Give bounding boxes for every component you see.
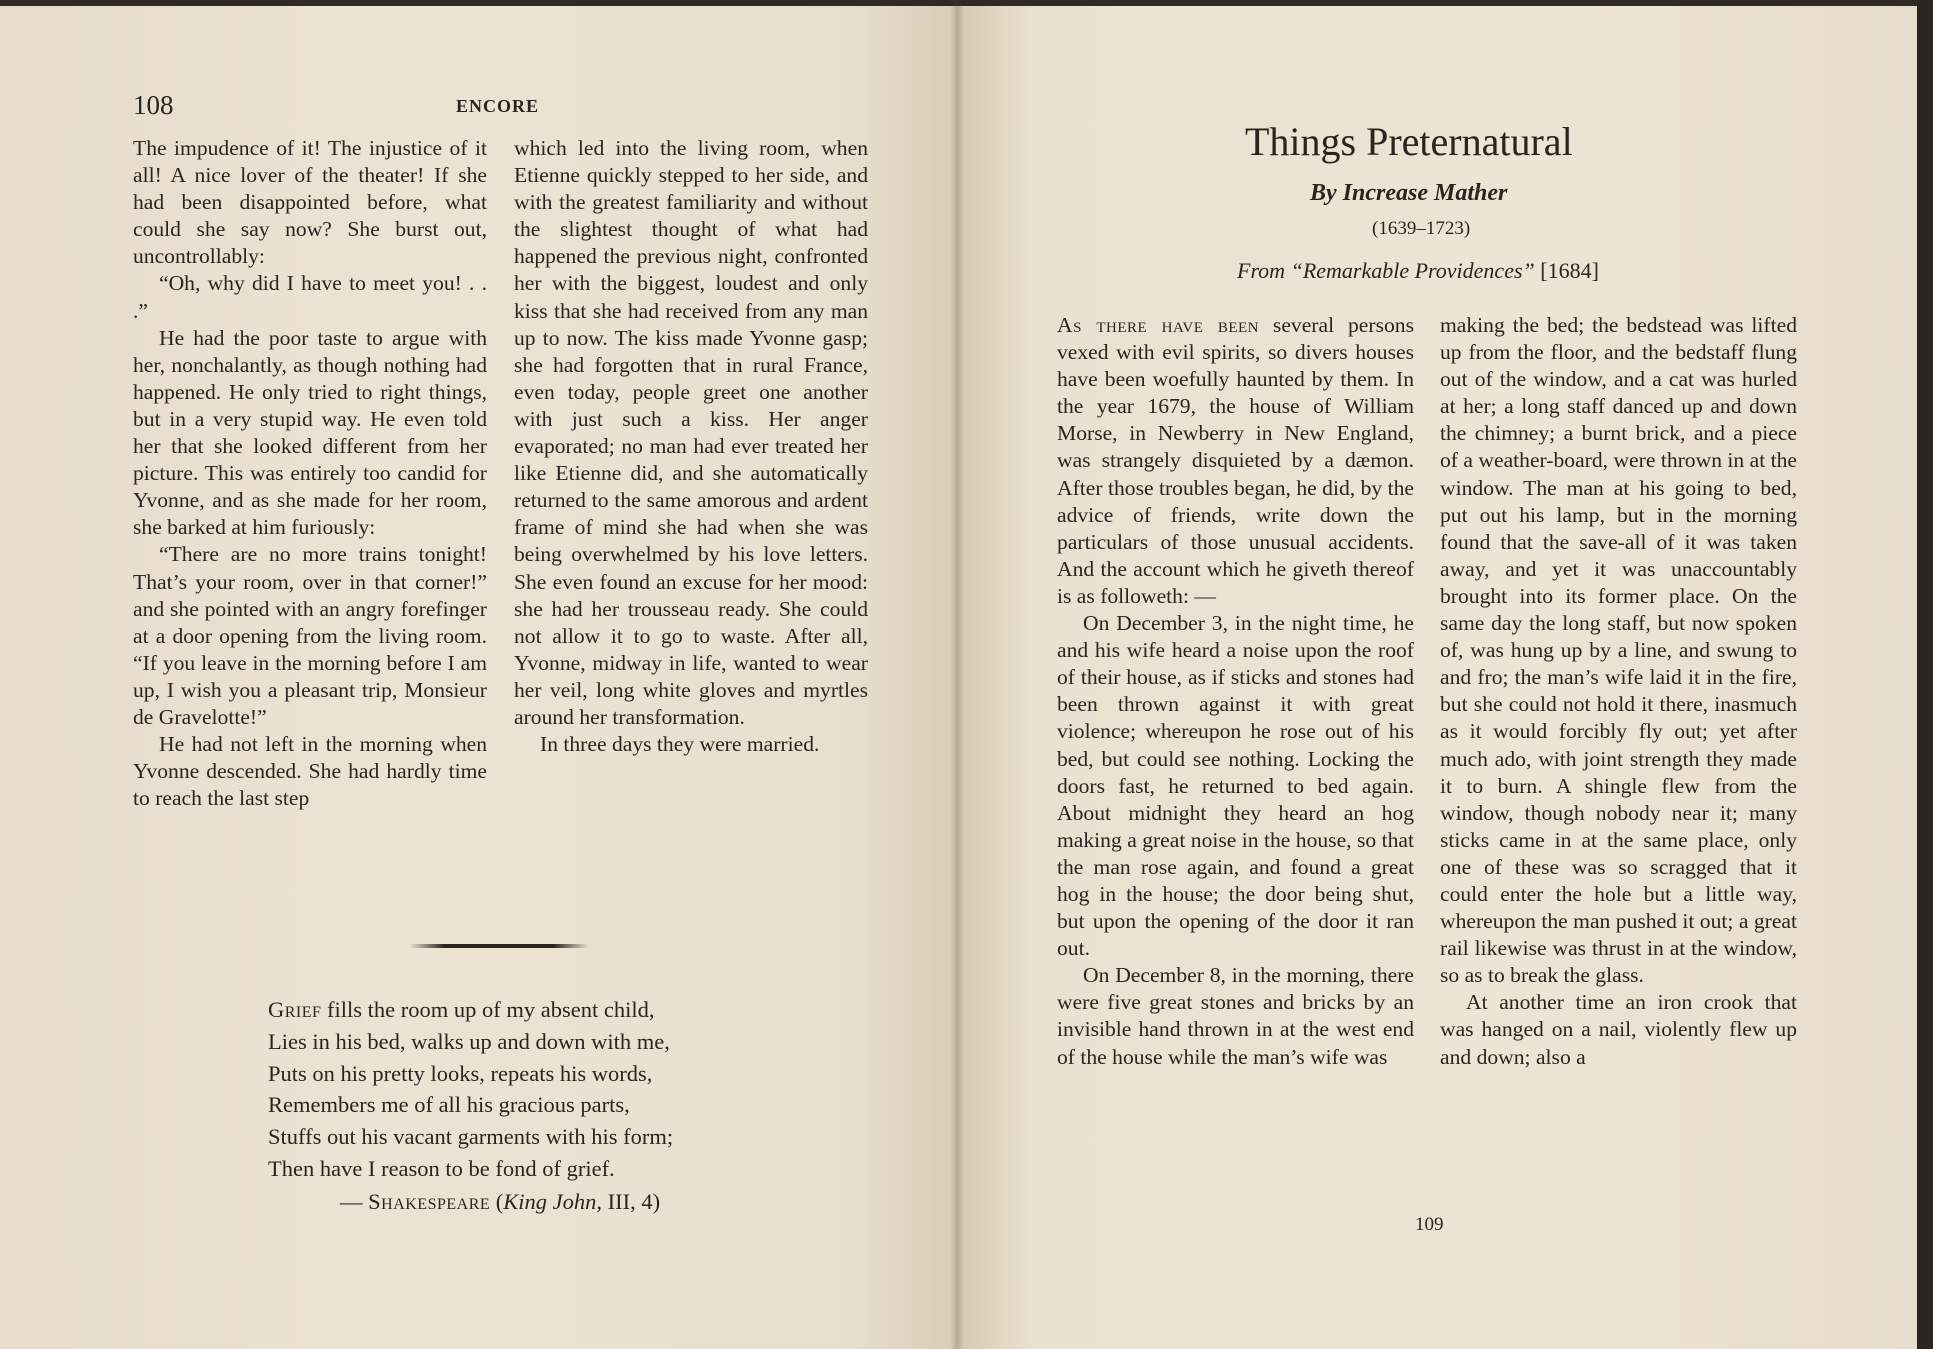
attribution-dash: —	[340, 1189, 369, 1214]
poem-line: Then have I reason to be fond of grief.	[268, 1155, 615, 1181]
running-head: ENCORE	[456, 96, 540, 116]
left-page	[0, 0, 957, 1349]
poem-line-text: fills the room up of my absent child,	[321, 997, 655, 1022]
left-column-1	[133, 135, 487, 812]
page-edge	[1917, 0, 1933, 1349]
source-prefix: From	[1237, 258, 1291, 283]
poem-line: Stuffs out his vacant garments with his form;	[268, 1124, 674, 1150]
paragraph: “There are no more trains tonight! That’s your room, over in that corner!” and she pointed with an angry forefinger at a door opening from the living room. “If you leave in the morning before I am up, I wish you a pleasant trip, Monsieur de Gravelotte!”	[133, 542, 487, 729]
paragraph: On December 8, in the morning, there were five great stones and bricks by an invisible hand thrown in at the west end of the house while the man’s wife was	[1057, 963, 1414, 1069]
paragraph: On December 3, in the night time, he and his wife heard a noise upon the roof of their house, as if sticks and stones had been thrown against it with great violence; whereupon he rose out of his bed, but could see nothing. Locking the doors fast, he returned to bed again. About midnight they heard an hog making a great noise in the house, so that the man rose again, and found a great hog in the house; the door being shut, but upon the opening of the door it ran out.	[1057, 611, 1414, 961]
article-source	[1237, 258, 1599, 284]
source-work: “Remarkable Providences”	[1290, 258, 1535, 283]
paragraph: In three days they were married.	[540, 732, 820, 757]
attribution-paren: (	[490, 1189, 504, 1214]
attribution-ref: III, 4)	[602, 1189, 661, 1214]
poem-initial-word: Grief	[268, 997, 322, 1022]
paragraph: which led into the living room, when Etienne quickly stepped to her side, and with the greatest familiarity and without the slightest thought of what had happened the previous night, confronted her with the biggest, loudest and only kiss that she had received from any man up to now. The kiss made Yvonne gasp; she had forgotten that in rural France, even today, people greet one another with just such a kiss. Her anger evaporated; no man had ever treated her like Etienne did, and she automatically returned to the same amorous and ardent frame of mind she had when she was being overwhelmed by his love letters. She even found an excuse for her mood: she had her trousseau ready. She could not allow it to go to waste. After all, Yvonne, midway in life, wanted to wear her veil, long white gloves and myrtles around her transformation.	[514, 136, 868, 729]
poem-line: Puts on his pretty looks, repeats his words,	[268, 1060, 653, 1086]
paragraph: The impudence of it! The injustice of it all! A nice lover of the theater! If she had been disappointed before, what could she say now? She burst out, uncontrollably:	[133, 136, 487, 269]
poem-line: Lies in his bed, walks up and down with me,	[268, 1028, 670, 1054]
paragraph: He had the poor taste to argue with her, nonchalantly, as though nothing had happened. He only tried to right things, but in a very stupid way. He even told her that she looked different from her picture. This was entirely too candid for Yvonne, and as she made for her room, she barked at him furiously:	[133, 325, 487, 540]
page-number-left: 108	[133, 90, 174, 120]
attribution-author: Shakespeare	[368, 1189, 491, 1214]
paragraph: making the bed; the bedstead was lifted up from the floor, and the bedstaff flung out of the window, and a cat was hurled at her; a long staff danced up and down the chimney; a burnt brick, and a piece of a weather-board, were thrown in at the window. The man at his going to bed, put out his lamp, but in the morning found that the save-all of it was taken away, and yet it was unaccountably brought into its former place. On the same day the long staff, but now spoken of, was hung up by a line, and swung to and fro; the man’s wife laid it in the fire, but she could not hold it there, inasmuch as it would forcibly fly out; yet after much ado, with joint strength they made it to burn. A shingle flew from the window, though nobody near it; many sticks came in at the same place, only one of these was so scragged that it could enter the hole but a little way, whereupon the man pushed it out; a great rail likewise was thrust in at the window, so as to break the glass.	[1440, 313, 1797, 988]
right-column-2	[1440, 312, 1797, 1071]
poem	[268, 994, 673, 1185]
lead-in: As there have been	[1057, 313, 1259, 337]
article-title: Things Preternatural	[1245, 119, 1573, 164]
paragraph	[1057, 312, 1414, 610]
article-author: By Increase Mather	[1310, 180, 1508, 206]
paragraph: He had not left in the morning when Yvonne descended. She had hardly time to reach the last step	[133, 732, 487, 811]
section-divider	[409, 944, 589, 948]
paragraph: At another time an iron crook that was hanged on a nail, violently flew up and down; also a	[1440, 990, 1797, 1069]
right-column-1	[1057, 312, 1414, 1071]
attribution-work: King John,	[503, 1189, 603, 1214]
poem-line	[268, 994, 673, 1026]
paragraph-text: several persons vexed with evil spirits, so divers houses have been woefully haunted by them. In the year 1679, the house of William Morse, in Newberry in New England, was strangely disquieted by a dæmon. After those troubles began, he did, by the advice of friends, write down the particulars of those unusual accidents. And the account which he giveth thereof is as followeth: —	[1057, 313, 1414, 608]
book-gutter	[950, 0, 964, 1349]
author-dates: (1639–1723)	[1372, 218, 1471, 239]
poem-line: Remembers me of all his gracious parts,	[268, 1092, 630, 1118]
paragraph: “Oh, why did I have to meet you! . . .”	[133, 271, 487, 323]
poem-attribution	[340, 1189, 660, 1215]
left-column-2	[514, 135, 868, 758]
source-year: [1684]	[1534, 258, 1599, 283]
page-number-right: 109	[1415, 1214, 1444, 1235]
